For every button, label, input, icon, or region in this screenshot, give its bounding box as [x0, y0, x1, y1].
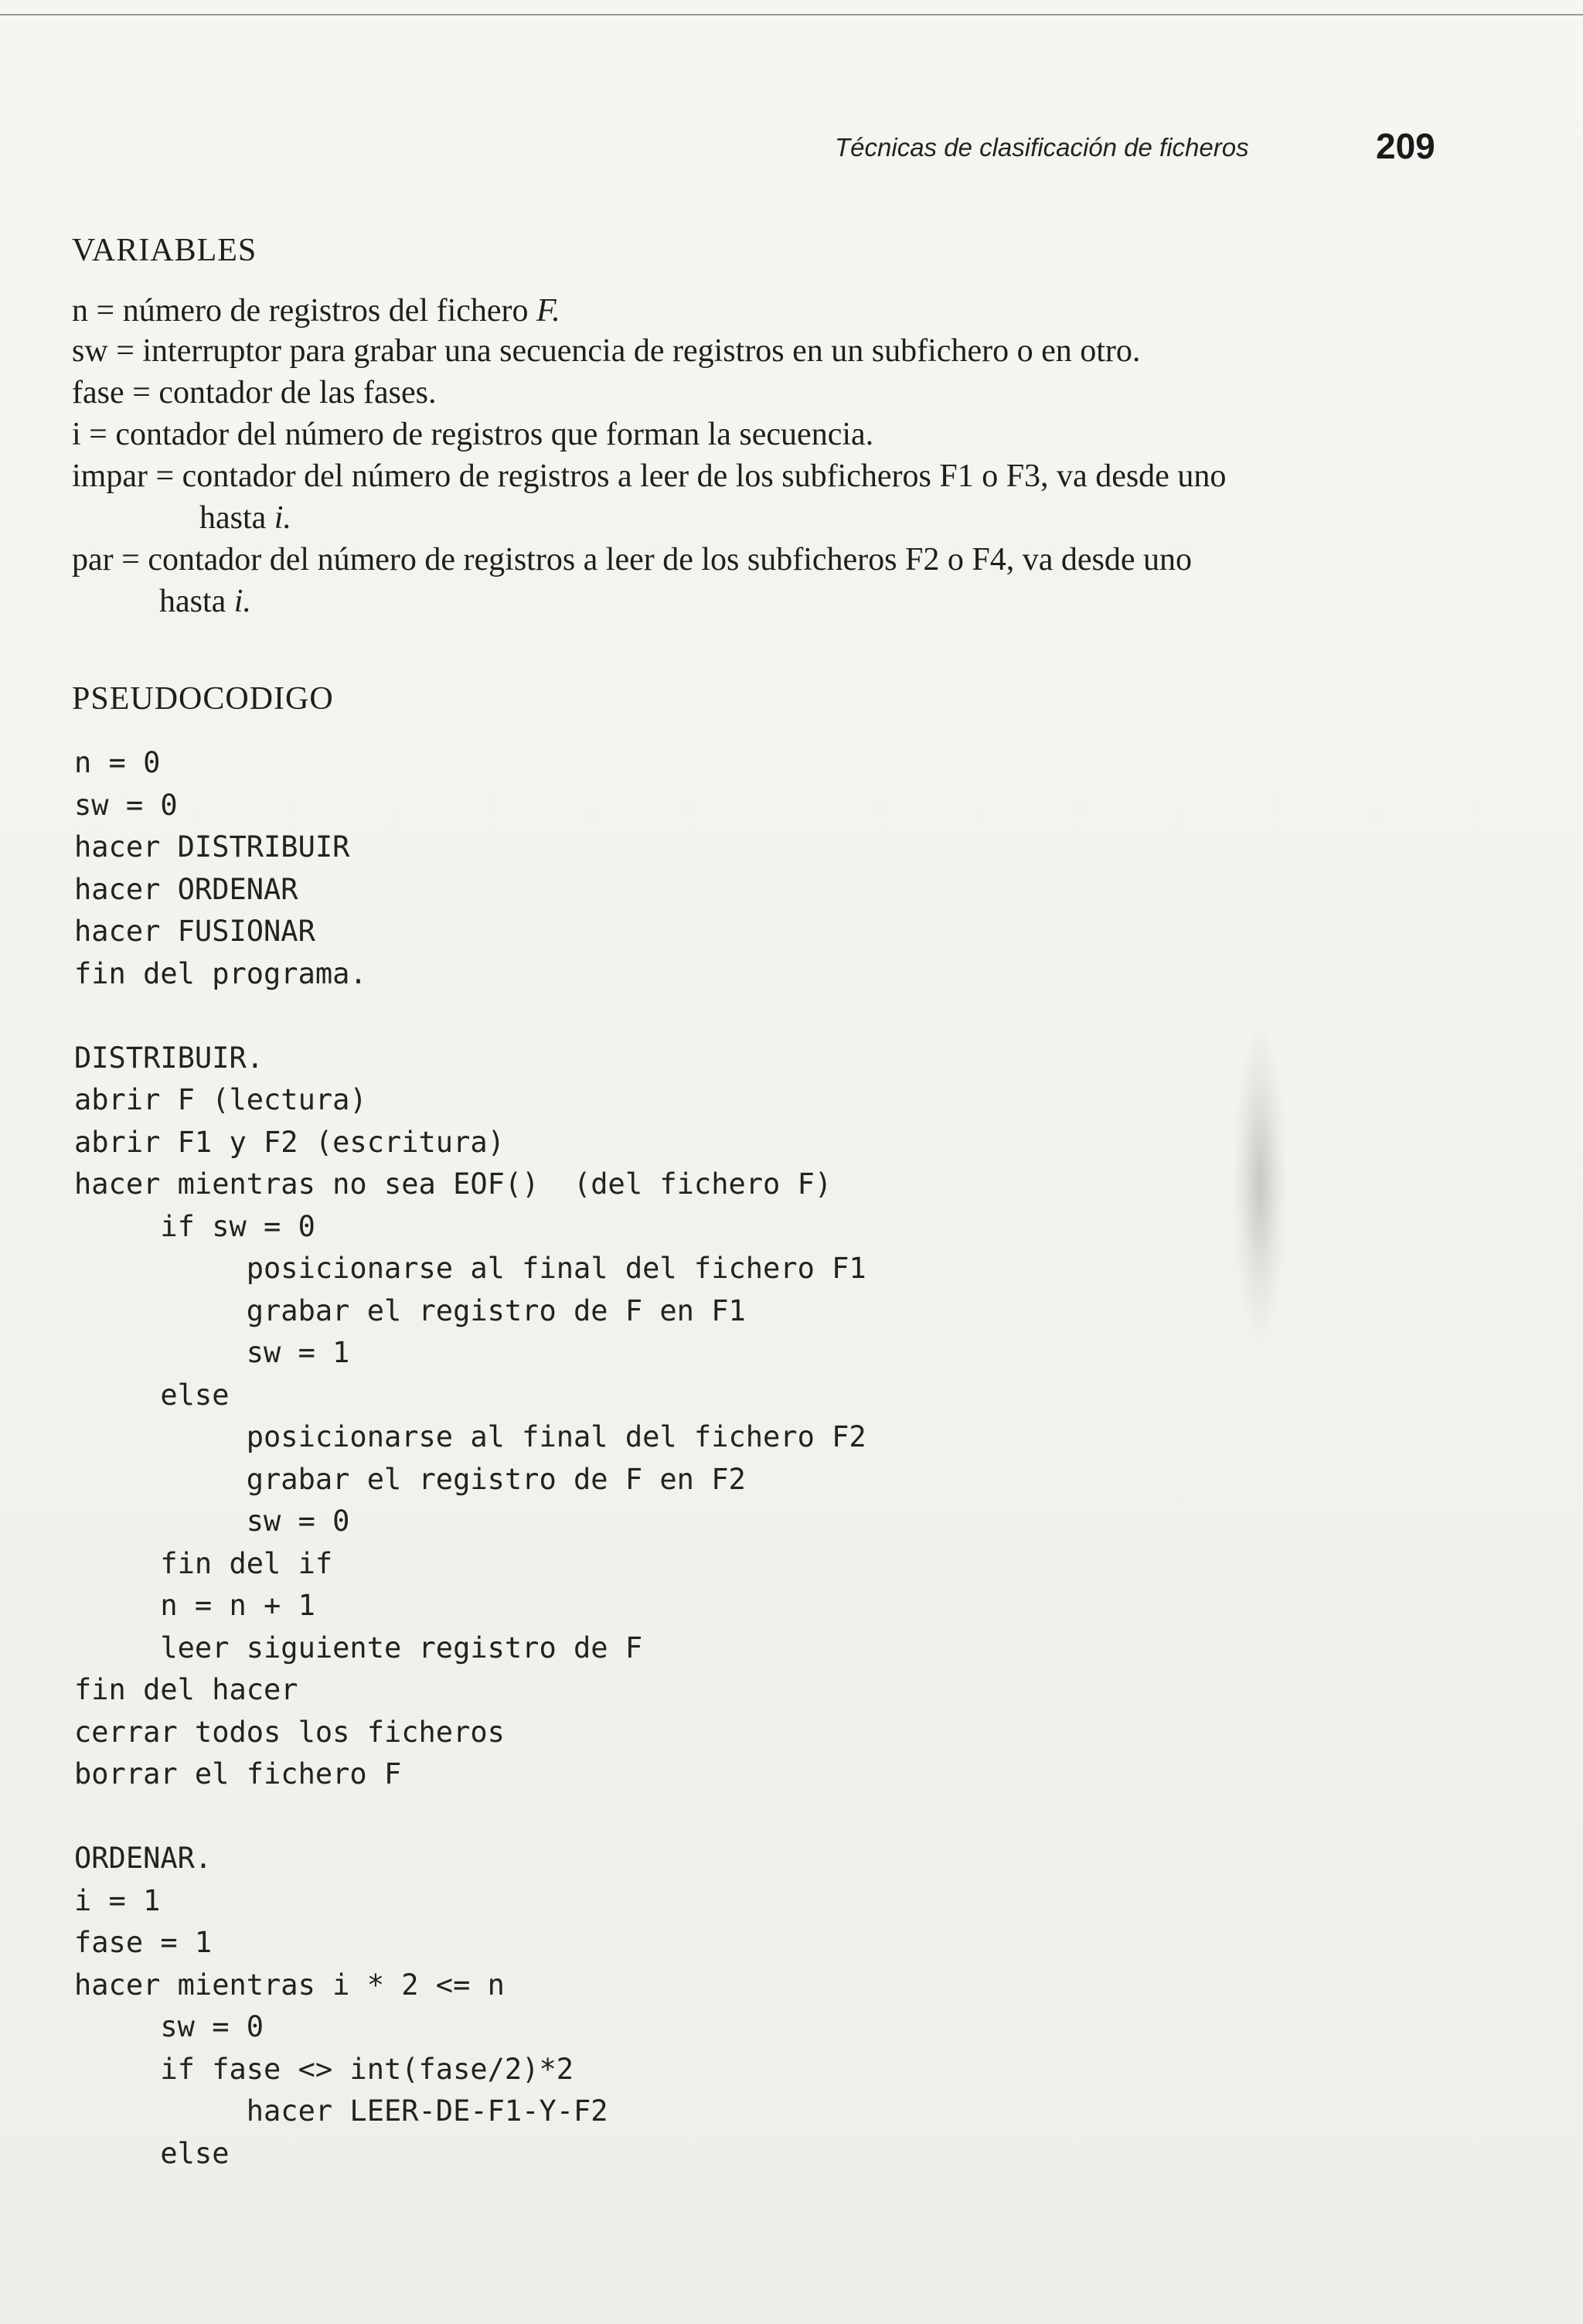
code-line: fase = 1 [74, 1926, 213, 1959]
top-rule [0, 14, 1583, 15]
variable-description: número de registros del fichero [122, 293, 529, 329]
code-line: sw = 1 [74, 1336, 350, 1369]
variable-description: contador del número de registros a leer de los subficheros F1 o F3, va desde uno [182, 458, 1227, 494]
pseudocode-block [74, 742, 866, 2175]
code-line: else [74, 1378, 230, 1412]
variable-name: sw [72, 333, 108, 369]
code-line: if sw = 0 [74, 1209, 315, 1243]
code-line: hacer mientras no sea EOF() (del fichero F) [74, 1167, 832, 1201]
code-line: borrar el fichero F [74, 1757, 402, 1791]
code-line: hacer FUSIONAR [74, 915, 315, 948]
variable-name: n [72, 293, 88, 329]
code-line: cerrar todos los ficheros [74, 1715, 505, 1749]
print-speckle [1233, 1021, 1287, 1345]
code-line: grabar el registro de F en F1 [74, 1293, 746, 1327]
variable-reference: i. [274, 500, 291, 536]
code-line: i = 1 [74, 1883, 161, 1917]
code-line: sw = 0 [74, 2010, 264, 2043]
variable-definition-continuation [199, 499, 291, 537]
variable-description: contador de las fases. [158, 375, 437, 411]
code-line: DISTRIBUIR. [74, 1041, 264, 1075]
code-line: fin del hacer [74, 1673, 298, 1706]
variable-name: par [72, 542, 114, 578]
code-line: ORDENAR. [74, 1842, 213, 1875]
variable-continuation: hasta [199, 500, 267, 536]
variable-description: interruptor para grabar una secuencia de registros en un subfichero o en otro. [142, 333, 1141, 369]
pseudocode-heading: PSEUDOCODIGO [72, 681, 334, 717]
code-line: hacer DISTRIBUIR [74, 830, 350, 864]
variables-heading: VARIABLES [72, 233, 257, 268]
variable-name: fase [72, 375, 124, 411]
code-line: posicionarse al final del fichero F2 [74, 1420, 866, 1453]
page-number: 209 [1376, 126, 1435, 166]
code-line: n = n + 1 [74, 1589, 315, 1622]
variable-name: impar [72, 458, 148, 494]
variable-reference: F. [536, 293, 560, 329]
variable-definition: n = número de registros del fichero F. [72, 293, 560, 329]
code-line: hacer LEER-DE-F1-Y-F2 [74, 2094, 608, 2128]
variable-reference: i. [233, 584, 251, 619]
code-line: else [74, 2136, 230, 2170]
variable-description: contador del número de registros que forman la secuencia. [115, 417, 874, 452]
variable-definition: i = contador del número de registros que forman la secuencia. [72, 417, 874, 452]
code-line: sw = 0 [74, 788, 178, 822]
code-line [74, 1796, 866, 1838]
code-line: hacer ORDENAR [74, 872, 298, 906]
variable-definition: sw = interruptor para grabar una secuencia de registros en un subfichero o en otro. [72, 333, 1141, 369]
variable-definition: impar = contador del número de registros a leer de los subficheros F1 o F3, va desde uno [72, 458, 1227, 494]
code-line: abrir F1 y F2 (escritura) [74, 1125, 505, 1159]
code-line: sw = 0 [74, 1504, 350, 1538]
variable-definition-continuation [159, 583, 251, 620]
code-line: fin del programa. [74, 956, 367, 990]
code-line [74, 995, 866, 1038]
running-head-title: Técnicas de clasificación de ficheros [835, 133, 1249, 162]
code-line: n = 0 [74, 746, 161, 779]
code-line: grabar el registro de F en F2 [74, 1462, 746, 1496]
code-line: hacer mientras i * 2 <= n [74, 1968, 505, 2002]
variable-description: contador del número de registros a leer de los subficheros F2 o F4, va desde uno [148, 542, 1192, 578]
variable-continuation: hasta [159, 584, 226, 619]
code-line: if fase <> int(fase/2)*2 [74, 2052, 574, 2086]
code-line: abrir F (lectura) [74, 1083, 367, 1116]
code-line: fin del if [74, 1546, 333, 1580]
variable-definition: par = contador del número de registros a leer de los subficheros F2 o F4, va desde uno [72, 542, 1192, 578]
code-line: leer siguiente registro de F [74, 1631, 643, 1665]
variable-definition: fase = contador de las fases. [72, 375, 437, 411]
variable-name: i [72, 417, 81, 452]
code-line: posicionarse al final del fichero F1 [74, 1252, 866, 1285]
